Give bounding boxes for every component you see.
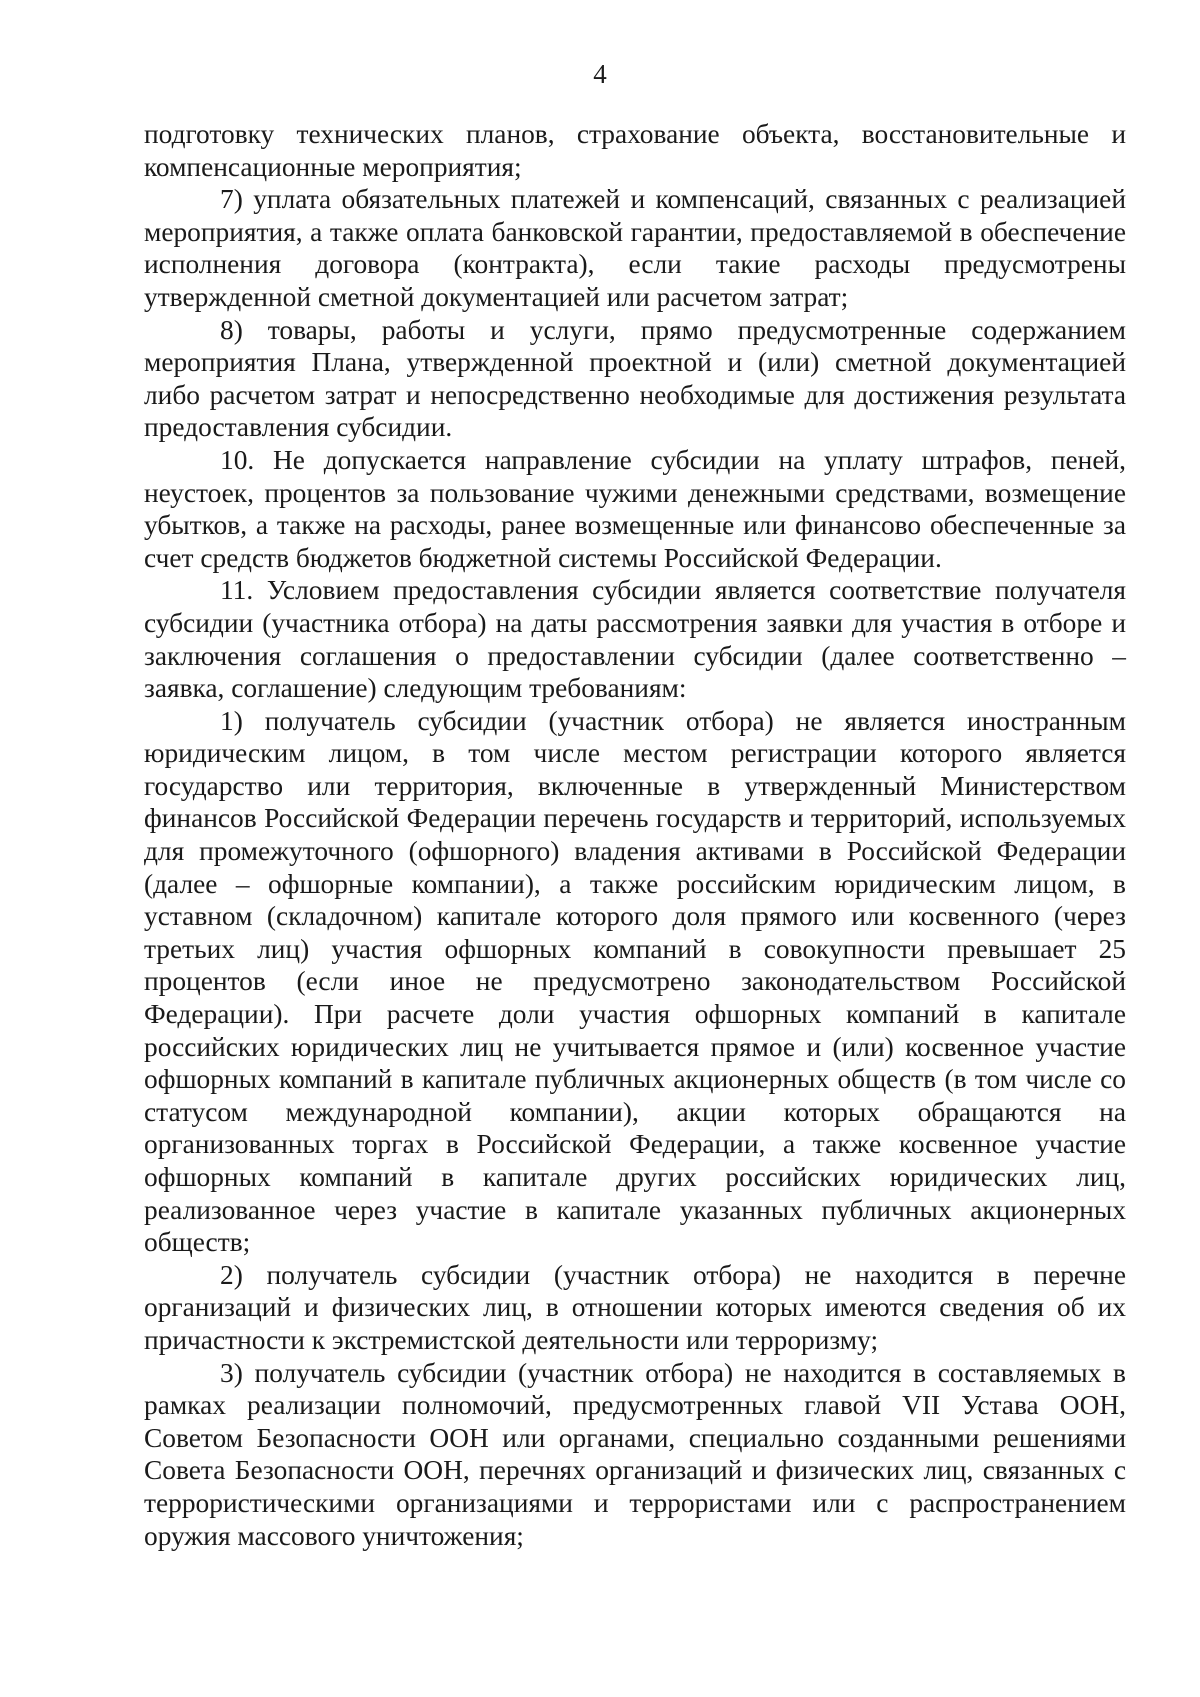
paragraph-requirement-1: 1) получатель субсидии (участник отбора) не является иностранным юридическим лицом, в том числе местом регистрации которого является государство или территория, включенные в утвержденный Министерством финансов Российской Федерации перечень государств и территорий, используемых для промежуточного (офшорного) владения активами в Российской Федерации (далее – офшорные компании), а также российским юридическим лицом, в уставном (складочном) капитале которого доля прямого или косвенного (через третьих лиц) участия офшорных компаний в совокупности превышает 25 процентов (если иное не предусмотрено законодательством Российской Федерации). При расчете доли участия офшорных компаний в капитале российских юридических лиц не учитывается прямое и (или) косвенное участие офшорных компаний в капитале публичных акционерных обществ (в том числе со статусом международной компании), акции которых обращаются на организованных торгах в Российской Федерации, а также косвенное участие офшорных компаний в капитале других российских юридических лиц, реализованное через участие в капитале указанных публичных акционерных обществ; [144, 705, 1126, 1258]
paragraph-continuation: подготовку технических планов, страхование объекта, восстановительные и компенсационные мероприятия; [144, 119, 1126, 182]
paragraph-requirement-3: 3) получатель субсидии (участник отбора) не находится в составляемых в рамках реализации полномочий, предусмотренных главой VII Устава ООН, Советом Безопасности ООН или органами, специально созданными решениями Совета Безопасности ООН, перечнях организаций и физических лиц, связанных с террористическими организациями и террористами или с распространением оружия массового уничтожения; [144, 1357, 1126, 1551]
paragraph-item-7: 7) уплата обязательных платежей и компенсаций, связанных с реализацией мероприятия, а также оплата банковской гарантии, предоставляемой в обеспечение исполнения договора (контракта), если такие расходы предусмотрены утвержденной сметной документацией или расчетом затрат; [144, 184, 1126, 312]
paragraph-item-8: 8) товары, работы и услуги, прямо предусмотренные содержанием мероприятия Плана, утвержденной проектной и (или) сметной документацией либо расчетом затрат и непосредственно необходимые для достижения результата предоставления субсидии. [144, 314, 1126, 443]
paragraph-requirement-2: 2) получатель субсидии (участник отбора) не находится в перечне организаций и физических лиц, в отношении которых имеются сведения об их причастности к экстремистской деятельности или терроризму; [144, 1259, 1126, 1355]
paragraph-clause-11: 11. Условием предоставления субсидии является соответствие получателя субсидии (участника отбора) на даты рассмотрения заявки для участия в отборе и заключения соглашения о предоставлении субсидии (далее соответственно – заявка, соглашение) следующим требованиям: [144, 575, 1126, 704]
paragraph-clause-10: 10. Не допускается направление субсидии на уплату штрафов, пеней, неустоек, процентов за пользование чужими денежными средствами, возмещение убытков, а также на расходы, ранее возмещенные или финансово обеспеченные за счет средств бюджетов бюджетной системы Российской Федерации. [144, 444, 1126, 573]
document-body [144, 118, 1126, 1552]
page-number: 4 [593, 59, 607, 89]
